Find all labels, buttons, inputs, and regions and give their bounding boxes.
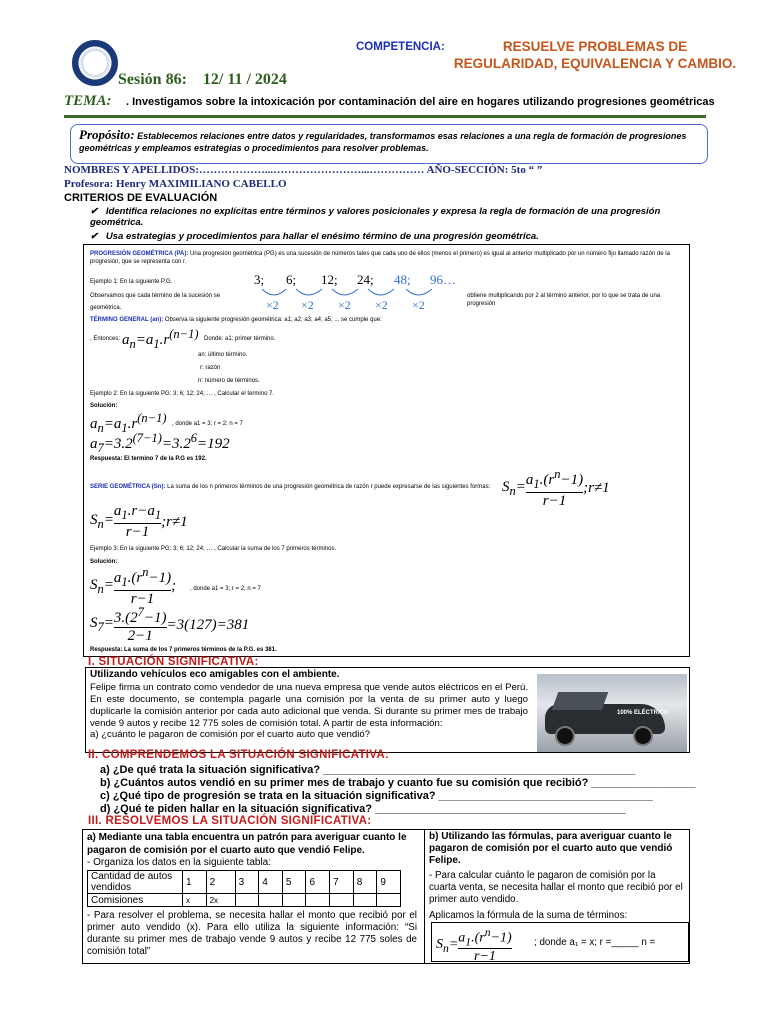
entonces: , Entonces:	[90, 336, 121, 342]
table-cell[interactable]	[377, 894, 401, 907]
table-cell[interactable]	[330, 894, 354, 907]
table-cell: 5	[282, 871, 306, 894]
seq-term: 6;	[286, 272, 297, 287]
tema-label: TEMA:	[64, 93, 112, 109]
ej3-donde: , donde a1 = 3; r = 2; n = 7	[190, 586, 261, 592]
criterio-2: ✔ Usa estrategias y procedimientos para hallar el enésimo término de una progresión geométrica.	[90, 231, 539, 242]
part-a-org: - Organiza los datos en la siguiente tabla:	[87, 857, 271, 868]
obs-c: geométrica.	[90, 305, 122, 311]
def-r: r: razón	[200, 365, 221, 371]
competencia-label: COMPETENCIA:	[356, 41, 445, 53]
table-cell: 2	[206, 871, 235, 894]
table-cell[interactable]	[306, 894, 330, 907]
mult-label: ×2	[412, 298, 425, 312]
table-cell[interactable]	[259, 894, 283, 907]
proposito-box: Propósito: Establecemos relaciones entre datos y regularidades, transformamos esas relaciones a una regla de formación de progresiones geométricas y empleamos estrategias o procedimientos para resolver problemas.	[70, 124, 708, 164]
situacion-subtitle: Utilizando vehículos eco amigables con el ambiente.	[90, 669, 340, 680]
tema-text: . Investigamos sobre la intoxicación por contaminación del aire en hogares utilizando progresiones geométricas	[126, 96, 715, 108]
header-rule	[64, 115, 706, 118]
part-b-title: b) Utilizando las fórmulas, para averiguar cuanto le pagaron de comisión por el cuarto auto que vendió Felipe.	[429, 831, 673, 866]
part-b-donde[interactable]: ; donde a₁ = x; r =_____ n =	[534, 937, 656, 948]
sequence-diagram	[244, 267, 474, 313]
school-logo	[72, 40, 118, 86]
ej2-donde: , donde a1 = 3; r = 2; n = 7	[172, 421, 243, 427]
competencia-text: RESUELVE PROBLEMAS DE REGULARIDAD, EQUIVALENCIA Y CAMBIO.	[453, 39, 737, 71]
pg-definition: PROGRESIÓN GEOMÉTRICA (PA): Una progresión geométrica (PG) es una sucesión de números tales que cada uno de ellos (menos el primero) es igual al anterior multiplicado por un número fijo llamado razón de la progresión, que se representa con r.	[90, 251, 670, 265]
ej3-respuesta: Respuesta: La suma de los 7 primeros términos de la P.G. es 381.	[90, 647, 277, 653]
table-cell[interactable]	[282, 894, 306, 907]
formula-box	[431, 922, 689, 965]
ej3-step1: $S_n=$ $\frac{a_1.(r^n-1)}{r-1}$ ;	[90, 565, 177, 607]
profesora-line: Profesora: Henry MAXIMILIANO CABELLO	[64, 178, 287, 190]
ej2-step2: $a_7=3.2^{(7-1)}=3.2^6=192$	[90, 431, 230, 455]
criterio-1: ✔ Identifica relaciones no explícitas entre términos y valores posicionales y expresa la regla de formación de una progresión geométrica.	[90, 206, 661, 228]
ej3-step2: $S_7=$ $\frac{3.(2^7-1)}{2-1}$ =3(127)=381	[90, 605, 250, 644]
obs-a: Observamos que cada término de la sucesión se	[90, 293, 221, 299]
table-cell: 6	[306, 871, 330, 894]
teoria-box	[83, 244, 690, 657]
question-b: b) ¿Cuántos autos vendió en su primer mes de trabajo y cuanto fue su comisión que recibió? _________________	[100, 777, 696, 789]
table-cell[interactable]: 2x	[206, 894, 235, 907]
situacion-box	[85, 667, 690, 753]
solucion-2: Solución:	[90, 403, 118, 409]
def-an: an: último término.	[198, 352, 248, 358]
seq-term: 48;	[394, 272, 411, 287]
table-cell[interactable]: x	[183, 894, 207, 907]
seq-term: 3;	[254, 272, 265, 287]
ejemplo-1: Ejemplo 1: En la siguiente P.G.	[90, 279, 173, 285]
question-c: c) ¿Qué tipo de progresión se trata en la situación significativa? ___________________________________	[100, 790, 653, 802]
table-cell: 4	[259, 871, 283, 894]
table-header: Comisiones	[88, 894, 183, 907]
nombres-line: NOMBRES Y APELLIDOS:………………...……………………...…………… AÑO-SECCIÓN: 5to “ ”	[64, 164, 543, 176]
situacion-text: Felipe firma un contrato como vendedor de una nueva empresa que vende autos eléctricos en el Perú. En este documento, se contempla pagarle una comisión por la venta de su primer auto y luego duplicarle la comisión anterior por cada auto adicional que venda. Si durante su primer mes de trabajo vende 9 autos y recibe 12 775 soles de comisión total. A partir de esta información:	[90, 682, 528, 729]
mult-label: ×2	[338, 298, 351, 312]
def-n: n: número de términos.	[198, 378, 260, 384]
mult-label: ×2	[375, 298, 388, 312]
donde-a1: Donde: a1: primer término.	[204, 336, 276, 342]
part-b-aplicamos: Aplicamos la fórmula de la suma de términos:	[429, 910, 628, 921]
ej2-step1: $a_n=a_1.r^{(n-1)}$	[90, 411, 167, 435]
question-d: d) ¿Qué te piden hallar en la situación significativa? _________________________________________	[100, 803, 626, 815]
part-a-title: a) Mediante una tabla encuentra un patrón para averiguar cuanto le pagaron de comisión por el cuarto auto que vendió Felipe.	[87, 832, 407, 856]
criterios-title: CRITERIOS DE EVALUACIÓN	[64, 192, 218, 204]
serie-geometrica: SERIE GEOMÉTRICA (Sn): La suma de los n primeros términos de una progresión geométrica de razón r puede expresarse de las siguientes formas:	[90, 484, 491, 490]
table-cell: 7	[330, 871, 354, 894]
ejemplo-3: Ejemplo 3: En la siguiente PG: 3; 6; 12; 24; … , Calcular la suma de los 7 primeros términos.	[90, 546, 337, 552]
table-cell: 1	[183, 871, 207, 894]
table-header: Cantidad de autos vendidos	[88, 871, 183, 894]
table-cell[interactable]	[353, 894, 377, 907]
solucion-3: Solución:	[90, 559, 118, 565]
termino-general: TÉRMINO GENERAL (an): Observa la siguiente progresión geométrica: a1; a2; a3; a4; a5; ... se cumple que:	[90, 317, 382, 323]
session-line: Sesión 86: 12/ 11 / 2024	[118, 71, 287, 88]
seq-term: 24;	[357, 272, 374, 287]
car-badge: 100% ELÉCTRICO	[617, 710, 669, 716]
ej2-respuesta: Respuesta: El termino 7 de la P.G es 192.	[90, 456, 207, 462]
formula-an: $a_n=a_1.r^{(n-1)}$	[122, 327, 199, 351]
obs-b: obtiene multiplicando por 2 al término anterior, por lo que se trata de una progresión	[467, 293, 661, 307]
part-a-text: - Para resolver el problema, se necesita hallar el monto que recibió por el primer auto vendido (x). Para ello utiliza la siguiente información: “Si durante su primer mes de trabajo vende 9 autos y recibe 12 775 soles de comisión total”	[87, 910, 417, 957]
situacion-question: a) ¿cuánto le pagaron de comisión por el cuarto auto que vendió?	[90, 729, 370, 740]
mult-label: ×2	[301, 298, 314, 312]
car-image	[537, 674, 687, 752]
resolvemos-box	[82, 829, 690, 964]
table-cell: 8	[353, 871, 377, 894]
formula-sn-3: $S_n=$ $\frac{a_1.(r^n-1)}{r-1}$	[436, 926, 512, 965]
table-cell: 3	[235, 871, 259, 894]
seq-term: 96…	[430, 272, 456, 287]
table-cell: 9	[377, 871, 401, 894]
mult-label: ×2	[266, 298, 279, 312]
section-2-title: II. COMPRENDEMOS LA SITUACIÓN SIGNIFICATIVA:	[88, 749, 390, 761]
section-3-title: III. RESOLVEMOS LA SITUACIÓN SIGNIFICATIVA:	[88, 815, 372, 827]
formula-sn-2: $S_n=$ $\frac{a_1.r-a_1}{r-1}$ ;r≠1	[90, 503, 188, 540]
column-divider	[424, 830, 425, 963]
formula-sn-1: $S_n=$ $\frac{a_1.(r^n-1)}{r-1}$ ;r≠1	[502, 467, 610, 509]
section-1-title: I. SITUACIÓN SIGNIFICATIVA:	[88, 656, 259, 668]
table-cell[interactable]	[235, 894, 259, 907]
seq-term: 12;	[321, 272, 338, 287]
question-a: a) ¿De qué trata la situación significativa? ___________________________________________________	[100, 764, 636, 776]
part-b-text: - Para calcular cuánto le pagaron de comisión por la cuarta venta, se necesita hallar el monto que recibió por el primer auto vendido.	[429, 870, 683, 905]
ejemplo-2: Ejemplo 2: En la siguiente PG: 3; 6; 12; 24; … , Calcular el termino 7.	[90, 391, 275, 397]
comision-table	[87, 870, 401, 907]
